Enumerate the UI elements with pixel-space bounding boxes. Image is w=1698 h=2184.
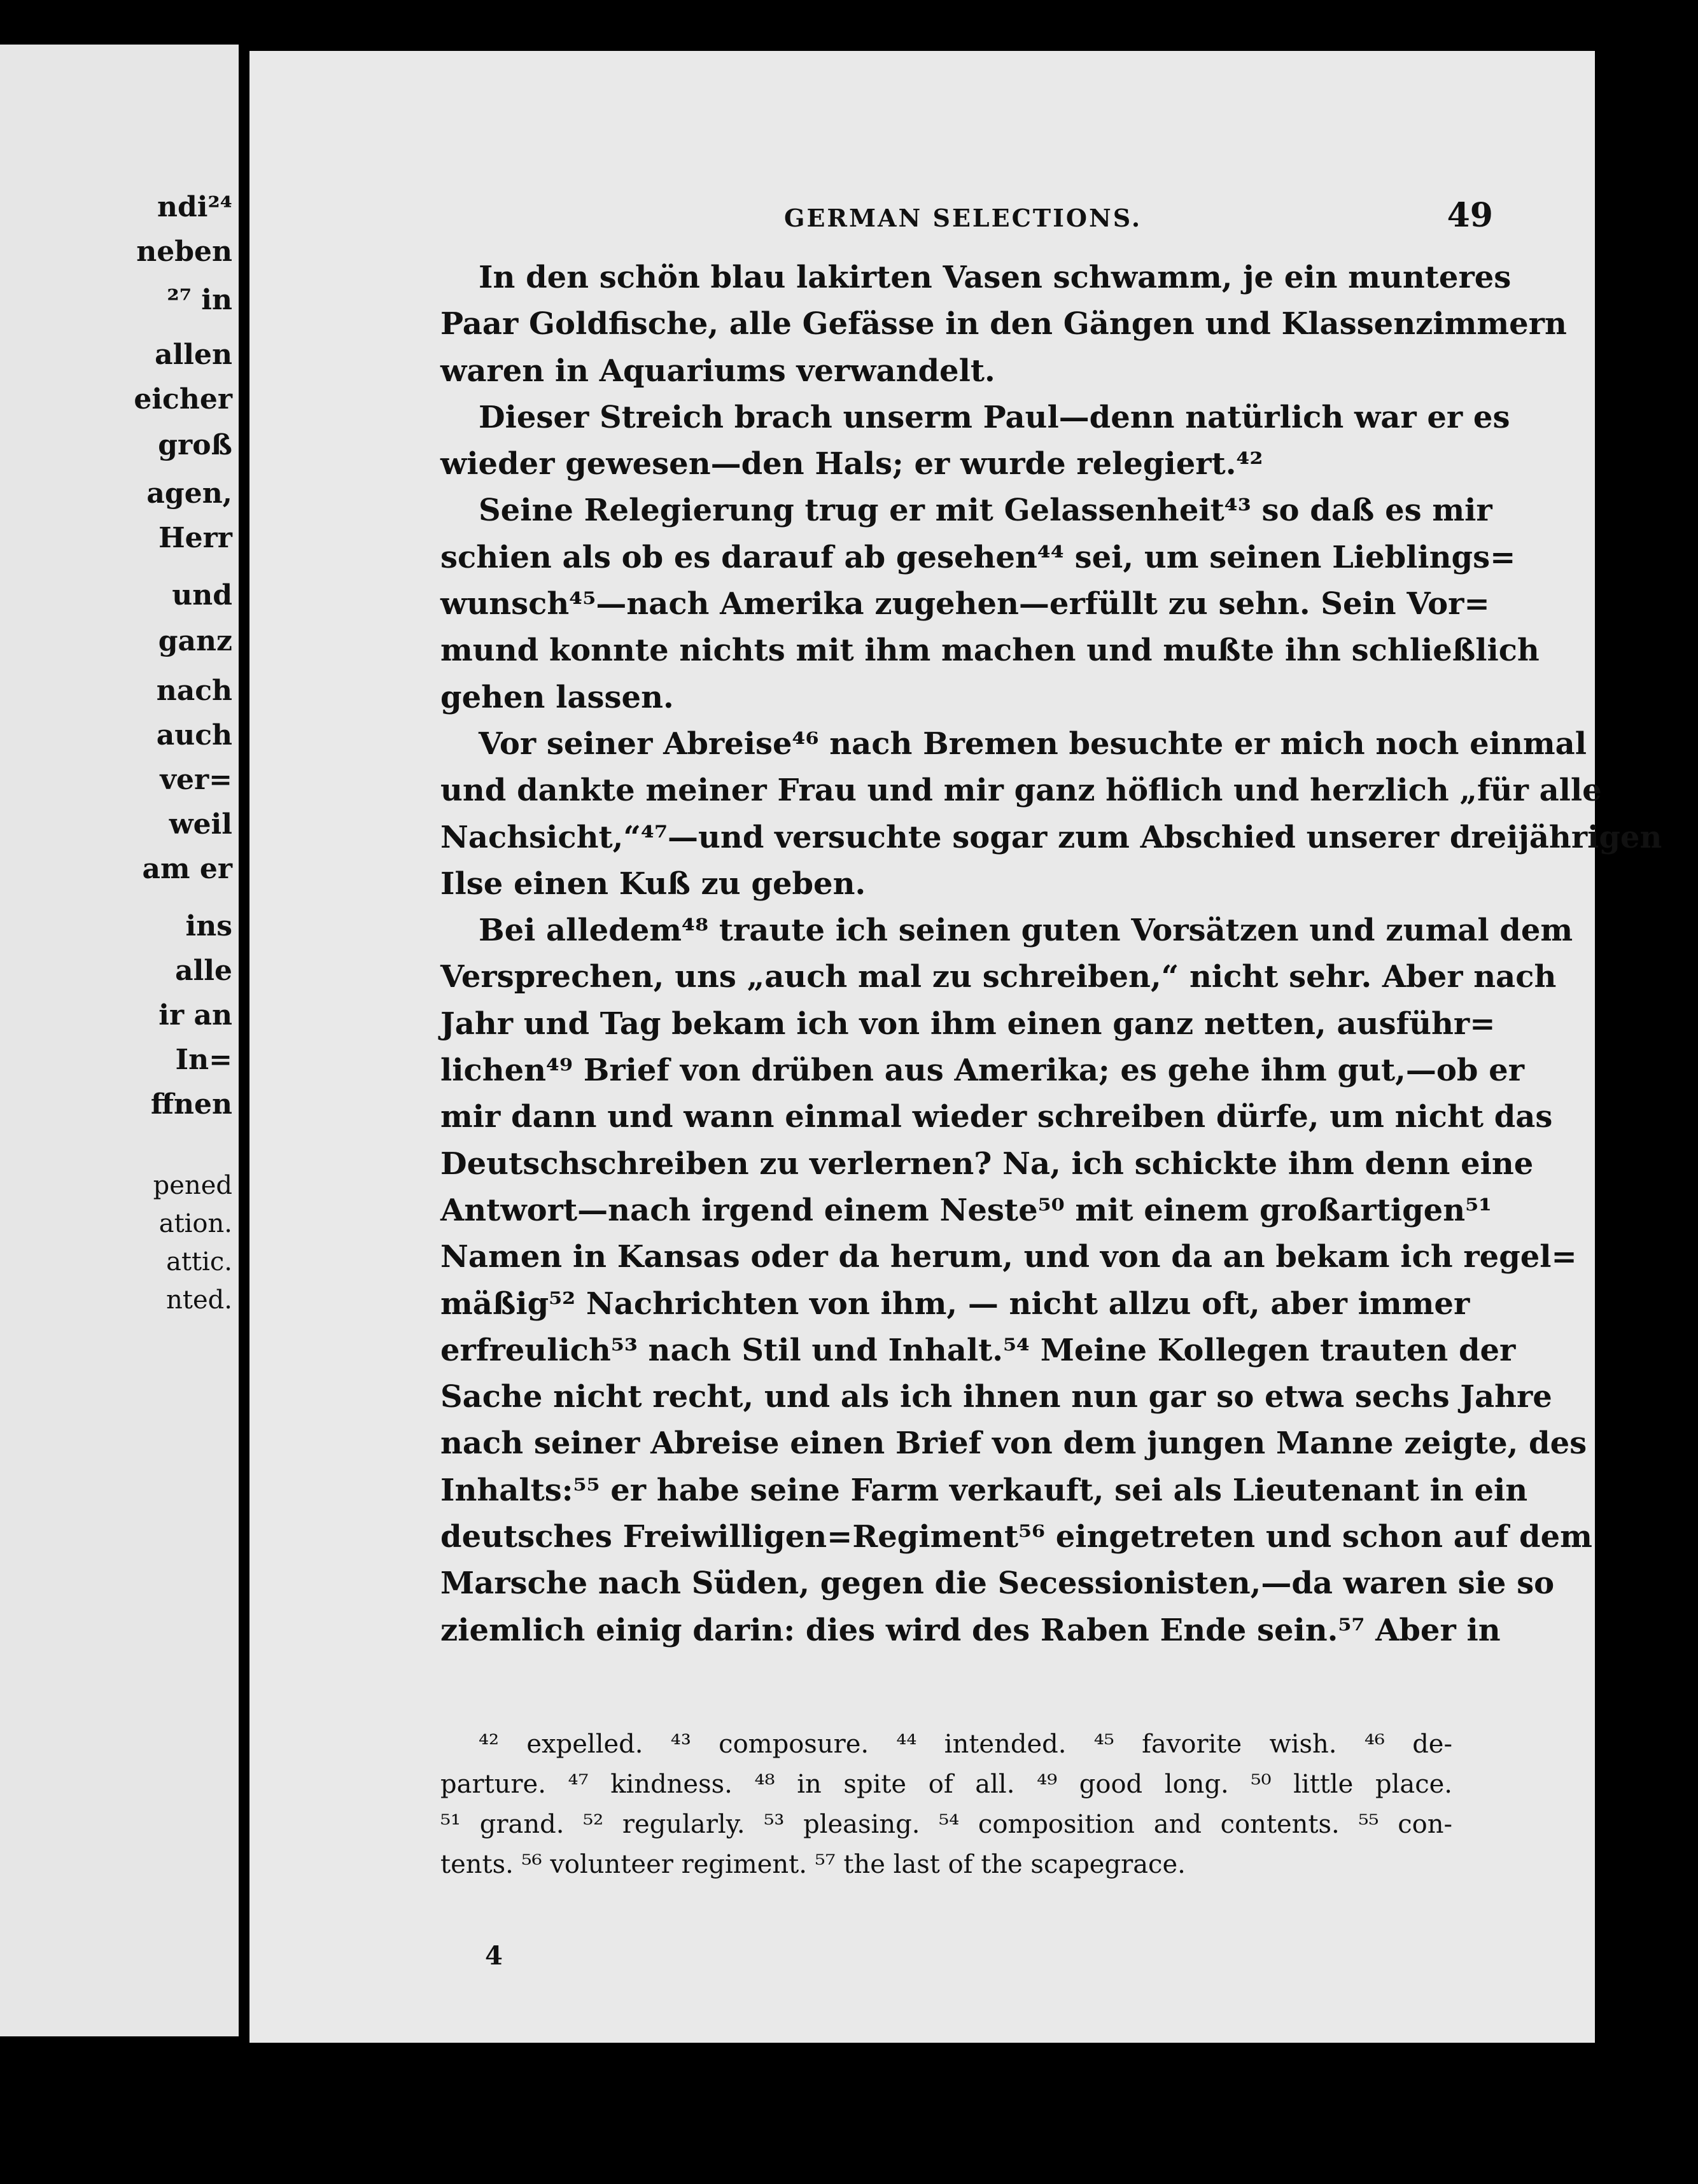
left-page-line: Herr bbox=[158, 522, 232, 554]
left-page-line: In= bbox=[175, 1044, 232, 1076]
body-line: mäßig⁵² Nachrichten von ihm, — nicht allzu oft, aber immer bbox=[440, 1285, 1470, 1322]
body-line: wunsch⁴⁵—nach Amerika zugehen—erfüllt zu sehn. Sein Vor= bbox=[440, 586, 1490, 622]
left-page-line: ver= bbox=[160, 764, 232, 796]
left-page-line: ndi²⁴ bbox=[157, 191, 232, 223]
body-line: wieder gewesen—den Hals; er wurde relegiert.⁴² bbox=[440, 446, 1263, 482]
left-page-line: alle bbox=[175, 955, 232, 987]
body-line: mir dann und wann einmal wieder schreiben dürfe, um nicht das bbox=[440, 1099, 1553, 1135]
left-page-line: am er bbox=[142, 853, 232, 885]
footnotes bbox=[440, 1725, 1452, 1885]
left-page-line: ganz bbox=[158, 625, 232, 657]
body-text bbox=[440, 255, 1662, 1654]
body-line: deutsches Freiwilligen=Regiment⁵⁶ eingetreten und schon auf dem bbox=[440, 1519, 1592, 1555]
footnote-line: tents. ⁵⁶ volunteer regiment. ⁵⁷ the last of the scapegrace. bbox=[440, 1850, 1186, 1879]
body-line: Nachsicht,“⁴⁷—und versuchte sogar zum Abschied unserer dreijährigen bbox=[440, 819, 1662, 855]
left-page-line: ²⁷ in bbox=[167, 284, 232, 316]
body-line: Inhalts:⁵⁵ er habe seine Farm verkauft, sei als Lieutenant in ein bbox=[440, 1472, 1528, 1508]
body-line: ziemlich einig darin: dies wird des Raben Ende sein.⁵⁷ Aber in bbox=[440, 1612, 1501, 1648]
left-page-footnote-line: nted. bbox=[166, 1285, 232, 1315]
body-line: Deutschschreiben zu verlernen? Na, ich schickte ihm denn eine bbox=[440, 1145, 1534, 1182]
body-line: und dankte meiner Frau und mir ganz höflich und herzlich „für alle bbox=[440, 773, 1602, 809]
body-line: lichen⁴⁹ Brief von drüben aus Amerika; es gehe ihm gut,—ob er bbox=[440, 1053, 1524, 1089]
body-line: gehen lassen. bbox=[440, 679, 674, 715]
body-line: Bei alledem⁴⁸ traute ich seinen guten Vorsätzen und zumal dem bbox=[479, 913, 1573, 949]
left-page-line: ir an bbox=[158, 999, 232, 1032]
left-page-line: und bbox=[172, 579, 232, 612]
body-line: schien als ob es darauf ab gesehen⁴⁴ sei, um seinen Lieblings= bbox=[440, 539, 1516, 575]
left-page-line: ffnen bbox=[150, 1088, 232, 1121]
signature-mark: 4 bbox=[485, 1941, 503, 1971]
body-line: Marsche nach Süden, gegen die Secessionisten,—da waren sie so bbox=[440, 1565, 1555, 1602]
left-page-footnote-line: ation. bbox=[158, 1209, 232, 1238]
left-page-line: allen bbox=[155, 339, 232, 371]
body-line: Vor seiner Abreise⁴⁶ nach Bremen besuchte er mich noch einmal bbox=[479, 725, 1587, 762]
body-line: erfreulich⁵³ nach Stil und Inhalt.⁵⁴ Meine Kollegen trauten der bbox=[440, 1332, 1516, 1368]
left-page-line: eicher bbox=[134, 383, 232, 416]
body-line: Jahr und Tag bekam ich von ihm einen ganz netten, ausführ= bbox=[440, 1005, 1496, 1042]
left-page-line: weil bbox=[169, 808, 232, 841]
body-line: Dieser Streich brach unserm Paul—denn natürlich war er es bbox=[479, 399, 1510, 435]
left-page-line: neben bbox=[136, 235, 232, 268]
running-head: GERMAN SELECTIONS. bbox=[784, 204, 1142, 232]
left-page-line: agen, bbox=[146, 477, 232, 510]
footnote-line: parture. ⁴⁷ kindness. ⁴⁸ in spite of all. ⁴⁹ good long. ⁵⁰ little place. bbox=[440, 1770, 1452, 1799]
footnote-line: ⁴² expelled. ⁴³ composure. ⁴⁴ intended. ⁴⁵ favorite wish. ⁴⁶ de- bbox=[479, 1730, 1452, 1759]
left-page-line: groß bbox=[158, 429, 232, 461]
left-page-footnote-line: pened bbox=[153, 1171, 232, 1200]
body-line: Ilse einen Kuß zu geben. bbox=[440, 865, 866, 902]
body-line: Versprechen, uns „auch mal zu schreiben,“ nicht sehr. Aber nach bbox=[440, 959, 1557, 995]
left-page-line: ins bbox=[185, 910, 232, 942]
left-page-line: nach bbox=[156, 675, 232, 707]
body-line: Seine Relegierung trug er mit Gelassenheit⁴³ so daß es mir bbox=[479, 493, 1492, 529]
left-page bbox=[0, 45, 239, 2036]
body-line: Namen in Kansas oder da herum, und von da an bekam ich regel= bbox=[440, 1239, 1577, 1275]
left-page-line: auch bbox=[156, 719, 232, 752]
body-line: mund konnte nichts mit ihm machen und mußte ihn schließlich bbox=[440, 633, 1540, 669]
body-line: Sache nicht recht, und als ich ihnen nun gar so etwa sechs Jahre bbox=[440, 1379, 1552, 1415]
left-page-footnote-line: attic. bbox=[166, 1247, 232, 1277]
footnote-line: ⁵¹ grand. ⁵² regularly. ⁵³ pleasing. ⁵⁴ composition and contents. ⁵⁵ con- bbox=[440, 1810, 1452, 1839]
right-page bbox=[249, 51, 1662, 2043]
body-line: Paar Goldfische, alle Gefässe in den Gängen und Klassenzimmern bbox=[440, 306, 1567, 342]
body-line: nach seiner Abreise einen Brief von dem jungen Manne zeigte, des bbox=[440, 1425, 1587, 1462]
body-line: In den schön blau lakirten Vasen schwamm, je ein munteres bbox=[479, 260, 1512, 295]
page-number: 49 bbox=[1447, 196, 1493, 235]
body-line: Antwort—nach irgend einem Neste⁵⁰ mit einem großartigen⁵¹ bbox=[440, 1192, 1492, 1228]
body-line: waren in Aquariums verwandelt. bbox=[440, 353, 995, 389]
